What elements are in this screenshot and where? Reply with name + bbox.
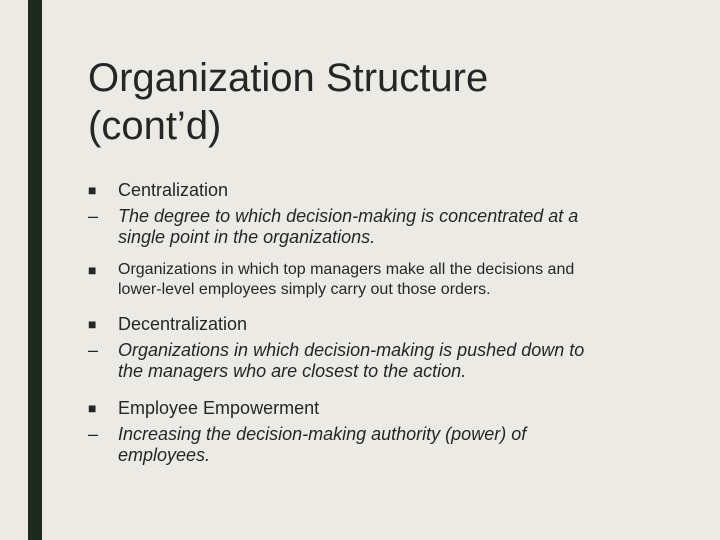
sub-bullet-text-line-1: The degree to which decision-making is concentrated at a [118, 206, 579, 226]
square-bullet-icon: ■ [88, 400, 97, 416]
bullet-decentralization [88, 314, 658, 335]
sub-bullet-text-line-1: Increasing the decision-making authority (power) of [118, 424, 527, 444]
slide-content [88, 180, 658, 466]
bullet-text: Centralization [118, 180, 229, 200]
sub-bullet-text-line-2: single point in the organizations. [118, 227, 376, 247]
bullet-text-line-2: lower-level employees simply carry out those orders. [118, 281, 491, 298]
bullet-text-line-1: Organizations in which top managers make all the decisions and [118, 261, 575, 278]
sub-bullet-text-line-2: employees. [118, 445, 211, 465]
square-bullet-icon: ■ [88, 316, 97, 332]
bullet-text: Decentralization [118, 314, 248, 334]
slide-title-line-2: (cont’d) [88, 104, 222, 148]
bullet-text: Employee Empowerment [118, 398, 320, 418]
square-bullet-icon: ■ [88, 262, 97, 278]
dash-bullet-icon: – [88, 340, 99, 360]
sub-bullet-text-line-1: Organizations in which decision-making is pushed down to [118, 340, 585, 360]
sub-bullet-centralization-def [88, 206, 658, 248]
dash-bullet-icon: – [88, 206, 99, 226]
left-accent-bar [28, 0, 42, 540]
slide-title [88, 54, 688, 150]
square-bullet-icon: ■ [88, 182, 97, 198]
bullet-employee-empowerment [88, 398, 658, 419]
bullet-centralization-example [88, 260, 658, 300]
bullet-centralization [88, 180, 658, 201]
slide-title-line-1: Organization Structure [88, 56, 489, 100]
sub-bullet-decentralization-def [88, 340, 658, 382]
dash-bullet-icon: – [88, 424, 99, 444]
sub-bullet-empowerment-def [88, 424, 658, 466]
sub-bullet-text-line-2: the managers who are closest to the action. [118, 361, 467, 381]
